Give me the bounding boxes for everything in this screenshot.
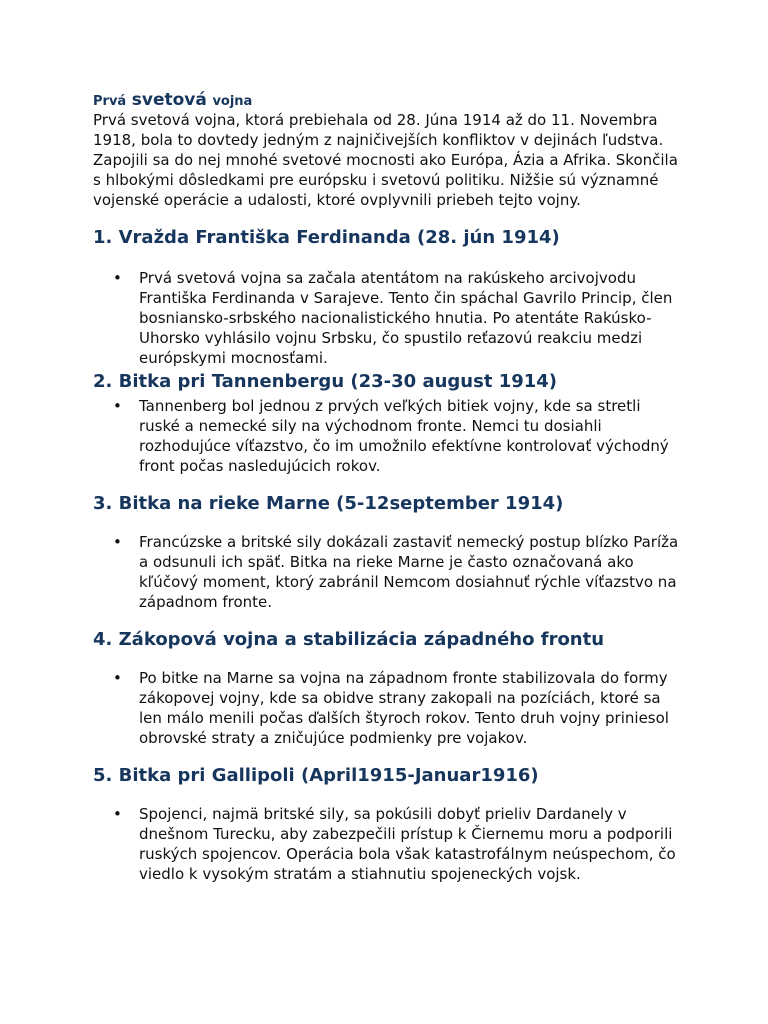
title-word-3: vojna <box>212 94 253 109</box>
document-title <box>93 90 683 110</box>
list-item <box>93 396 683 476</box>
section-heading-2: 2. Bitka pri Tannenbergu (23-30 august 1914) <box>93 371 558 392</box>
section-heading-4: 4. Zákopová vojna a stabilizácia západného frontu <box>93 629 605 650</box>
section-heading-5: 5. Bitka pri Gallipoli (April1915-Januar1916) <box>93 765 539 786</box>
bullet-icon: • <box>113 805 122 823</box>
section-list-2 <box>93 396 683 476</box>
section-list-4 <box>93 668 683 748</box>
section-heading-3: 3. Bitka na rieke Marne (5-12september 1914) <box>93 493 564 514</box>
bullet-icon: • <box>113 669 122 687</box>
list-item-text: Po bitke na Marne sa vojna na západnom fronte stabilizovala do formy zákopovej vojny, kde sa obidve strany zakopali na pozíciách, ktoré sa len málo menili počas ďalších štyroch rokov. Tento druh vojny priniesol obrovské straty a zničujúce podmienky pre vojakov. <box>139 669 669 747</box>
bullet-icon: • <box>113 533 122 551</box>
list-item <box>93 668 683 748</box>
section-heading-1: 1. Vražda Františka Ferdinanda (28. jún 1914) <box>93 227 560 248</box>
list-item <box>93 532 683 612</box>
list-item <box>93 804 683 884</box>
document-page <box>93 90 683 884</box>
list-item-text: Francúzske a britské sily dokázali zastaviť nemecký postup blízko Paríža a odsunuli ich späť. Bitka na rieke Marne je často označovaná ako kľúčový moment, ktorý zabránil Nemcom dosiahnuť rýchle víťazstvo na západnom fronte. <box>139 533 679 611</box>
intro-paragraph: Prvá svetová vojna, ktorá prebiehala od 28. Júna 1914 až do 11. Novembra 1918, bola to dovtedy jedným z najničivejších konfliktov v dejinách ľudstva. Zapojili sa do nej mnohé svetové mocnosti ako Európa, Ázia a Afrika. Skončila s hlbokými dôsledkami pre európsku i svetovú politiku. Nižšie sú významné vojenské operácie a udalosti, ktoré ovplyvnili priebeh tejto vojny. <box>93 111 678 209</box>
bullet-icon: • <box>113 397 122 415</box>
title-word-1: Prvá <box>93 94 127 109</box>
list-item-text: Spojenci, najmä britské sily, sa pokúsili dobyť prieliv Dardanely v dnešnom Turecku, aby zabezpečili prístup k Čiernemu moru a podporili ruských spojencov. Operácia bola však katastrofálnym neúspechom, čo viedlo k vysokým stratám a stiahnutiu spojeneckých vojsk. <box>139 805 676 883</box>
section-list-5 <box>93 804 683 884</box>
section-list-1 <box>93 268 683 368</box>
list-item <box>93 268 683 368</box>
list-item-text: Prvá svetová vojna sa začala atentátom na rakúskeho arcivojvodu Františka Ferdinanda v Sarajeve. Tento čin spáchal Gavrilo Princip, člen bosniansko-srbského nacionalistického hnutia. Po atentáte Rakúsko-Uhorsko vyhlásilo vojnu Srbsku, čo spustilo reťazovú reakciu medzi európskymi mocnosťami. <box>139 269 673 367</box>
title-word-2: svetová <box>131 90 207 110</box>
section-list-3 <box>93 532 683 612</box>
bullet-icon: • <box>113 269 122 287</box>
list-item-text: Tannenberg bol jednou z prvých veľkých bitiek vojny, kde sa stretli ruské a nemecké sily na východnom fronte. Nemci tu dosiahli rozhodujúce víťazstvo, čo im umožnilo efektívne kontrolovať východný front počas nasledujúcich rokov. <box>139 397 669 475</box>
